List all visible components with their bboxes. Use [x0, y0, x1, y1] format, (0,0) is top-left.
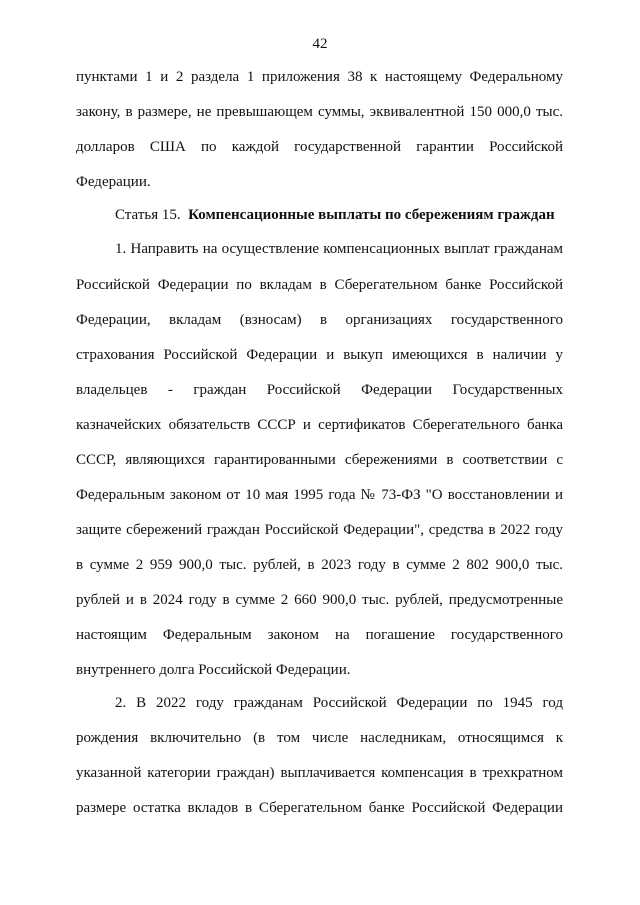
text-line: долларов США по каждой государственной гарантии Российской [76, 139, 563, 155]
article-heading [115, 206, 555, 224]
text-line: Федеральным законом от 10 мая 1995 года № 73-ФЗ "О восстановлении и [76, 487, 563, 503]
text-line: рождения включительно (в том числе наследникам, относящимся к [76, 730, 563, 746]
text-line: закону, в размере, не превышающем суммы, эквивалентной 150 000,0 тыс. [76, 104, 563, 120]
text-line: указанной категории граждан) выплачивается компенсация в трехкратном [76, 765, 563, 781]
article-label: Статья 15. [115, 207, 181, 223]
text-line: размере остатка вкладов в Сберегательном банке Российской Федерации [76, 800, 563, 816]
text-line: настоящим Федеральным законом на погашение государственного [76, 627, 563, 643]
text-line: СССР, являющихся гарантированными сбережениями в соответствии с [76, 452, 563, 468]
text-line: казначейских обязательств СССР и сертификатов Сберегательного банка [76, 417, 563, 433]
text-line: в сумме 2 959 900,0 тыс. рублей, в 2023 году в сумме 2 802 900,0 тыс. [76, 557, 563, 573]
text-line: внутреннего долга Российской Федерации. [76, 662, 351, 678]
text-line: защите сбережений граждан Российской Федерации", средства в 2022 году [76, 522, 563, 538]
text-line: Российской Федерации по вкладам в Сберегательном банке Российской [76, 277, 563, 293]
text-line: пунктами 1 и 2 раздела 1 приложения 38 к настоящему Федеральному [76, 69, 563, 85]
text-line: рублей и в 2024 году в сумме 2 660 900,0 тыс. рублей, предусмотренные [76, 592, 563, 608]
article-title: Компенсационные выплаты по сбережениям граждан [188, 207, 555, 223]
text-line: Федерации, вкладам (взносам) в организациях государственного [76, 312, 563, 328]
page-number: 42 [312, 36, 328, 52]
text-line: 1. Направить на осуществление компенсационных выплат гражданам [115, 241, 563, 257]
text-line: 2. В 2022 году гражданам Российской Федерации по 1945 год [115, 695, 563, 711]
text-line: страхования Российской Федерации и выкуп имеющихся в наличии у [76, 347, 563, 363]
text-line: Федерации. [76, 174, 151, 190]
text-line: владельцев - граждан Российской Федерации Государственных [76, 382, 563, 398]
